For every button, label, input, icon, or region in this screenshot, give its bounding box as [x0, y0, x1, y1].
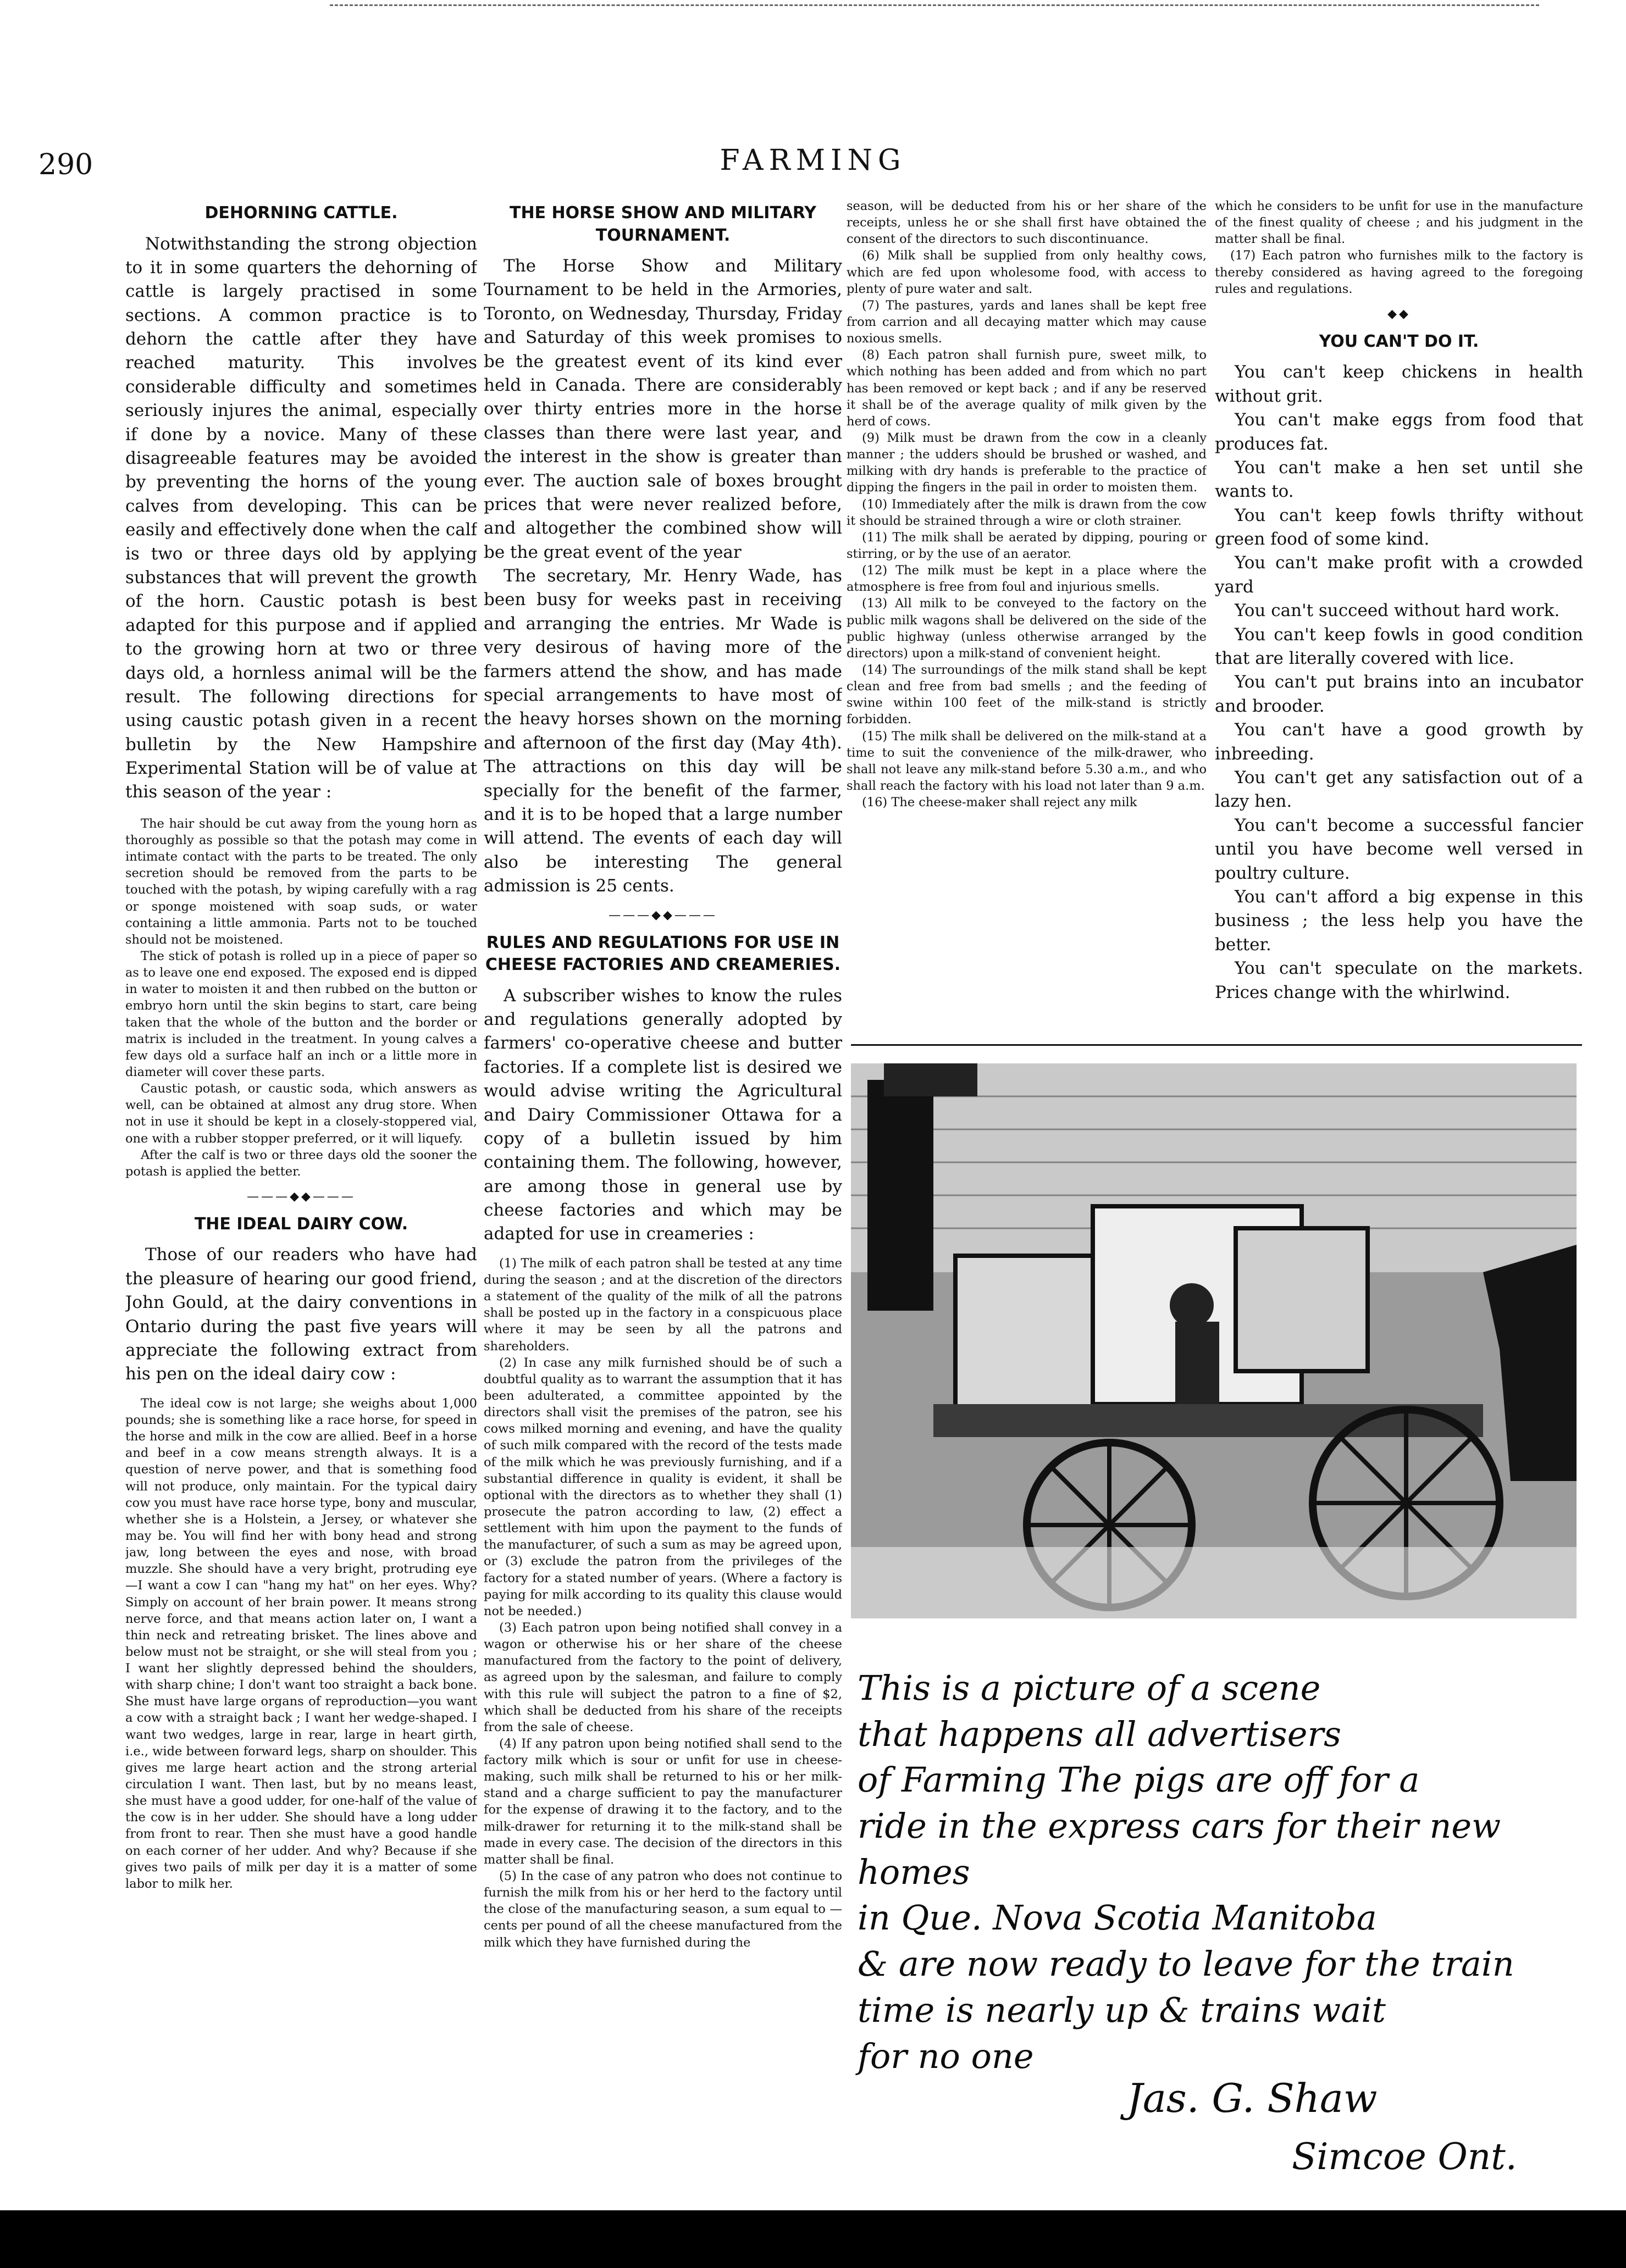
- handwritten-line: for no one: [858, 2036, 1034, 2076]
- handwritten-line: of Farming The pigs are off for a: [858, 1760, 1420, 1800]
- handwritten-line: time is nearly up & trains wait: [858, 1989, 1386, 2030]
- section-divider-3: ◆◆: [1387, 307, 1411, 321]
- rule-13: (13) All milk to be conveyed to the factory on the public milk wagons shall be delivered on the side of the public highway (unless otherwise arranged by the directors) upon a milk-stand of convenient height.: [847, 596, 1207, 661]
- dehorning-intro: Notwithstanding the strong objection to it in some quarters the dehorning of cattle is largely practised in some sections. A common practice is to dehorn the cattle after they have reached maturity. This involves considerable difficulty and sometimes seriously injures the animal, especially if done by a novice. Many of these disagreeable features may be avoided by preventing the horns of the young calves from developing. This can be easily and effectively done when the calf is two or three days old by applying substances that will prevent the growth of the horn. Caustic potash is best adapted for this purpose and if applied to the growing horn at two or three days old, a hornless animal will be the result. The following directions for using caustic potash given in a recent bulletin by the New Hampshire Experimental Station will be of value at this season of the year :: [125, 234, 477, 802]
- rules-continued: season, will be deducted from his or her share of the receipts, unless he or she shall first have obtained the consent of the directors to such discontinuance.: [847, 199, 1207, 247]
- dehorning-para-2: The stick of potash is rolled up in a piece of paper so as to leave one end exposed. The exposed end is dipped in water to moisten it and then rubbed on the button or embryo horn until the skin begins to start, care being taken that the whole of the button and the border or matrix is included in the treatment. In young calves a few days old a surface half an inch or a little more in diameter will cover these parts.: [125, 949, 477, 1079]
- column-3: [847, 198, 1207, 1044]
- dehorning-para-4: After the calf is two or three days old the sooner the potash is applied the better.: [125, 1147, 477, 1179]
- handwritten-lines: [858, 1665, 1611, 2079]
- you-cant-item: You can't make profit with a crowded yard: [1215, 553, 1583, 597]
- rule-10: (10) Immediately after the milk is drawn from the cow it should be strained through a wire or cloth strainer.: [847, 497, 1207, 528]
- article-title-horse-show: THE HORSE SHOW AND MILITARY TOURNAMENT.: [509, 203, 817, 245]
- rule-12: (12) The milk must be kept in a place where the atmosphere is free from foul and injurious smells.: [847, 563, 1207, 595]
- you-cant-item: You can't put brains into an incubator and brooder.: [1215, 672, 1583, 716]
- you-cant-item: You can't keep fowls in good condition that are literally covered with lice.: [1215, 624, 1583, 669]
- rule-3: (3) Each patron upon being notified shall convey in a wagon or otherwise his or her share of the cheese manufactured from the factory to the point of delivery, as agreed upon by the salesman, and failure to comply with this rule will subject the patron to a fine of $2, which shall be deducted from his share of the receipts from the sale of cheese.: [484, 1620, 842, 1734]
- photo-express-wagon: [851, 1063, 1577, 1618]
- rule-11: (11) The milk shall be aerated by dipping, pouring or stirring, or by the use of an aerator.: [847, 530, 1207, 561]
- horse-show-para-2: The secretary, Mr. Henry Wade, has been busy for weeks past in receiving and arranging the entries. Mr Wade is very desirous of having more of the farmers attend the show, and has made special arrangements to have most of the heavy horses shown on the morning and afternoon of the first day (May 4th). The attractions on this day will be specially for the benefit of the farmer, and it is to be hoped that a large number will attend. The events of each day will also be interesting The general admission is 25 cents.: [484, 566, 842, 896]
- rule-15: (15) The milk shall be delivered on the milk-stand at a time to suit the convenience of the milk-drawer, who shall not leave any milk-stand before 5.30 a.m., and who shall reach the factory with his load not later than 9 a.m.: [847, 729, 1207, 793]
- section-divider: ———◆◆———: [247, 1189, 356, 1204]
- article-title-you-cant: YOU CAN'T DO IT.: [1319, 331, 1479, 351]
- rule-7: (7) The pastures, yards and lanes shall be kept free from carrion and all decaying matter which may cause noxious smells.: [847, 298, 1207, 346]
- top-edge-rule: [330, 4, 1539, 6]
- running-head: FARMING: [720, 144, 906, 177]
- section-divider-2: ———◆◆———: [609, 908, 717, 922]
- horse-show-para-1: The Horse Show and Military Tournament to be held in the Armories, Toronto, on Wednesday, Thursday, Friday and Saturday of this week promises to be the greatest event of its kind ever held in Canada. There are considerably over thirty entries more in the horse classes than there were last year, and the interest in the show is greater than ever. The auction sale of boxes brought prices that were never realized before, and altogether the combined show will be the great event of the year: [484, 256, 842, 562]
- dehorning-para-3: Caustic potash, or caustic soda, which answers as well, can be obtained at almost any drug store. When not in use it should be kept in a closely-stoppered vial, one with a rubber stopper preferred, or it will liquefy.: [125, 1082, 477, 1146]
- ideal-cow-intro: Those of our readers who have had the pleasure of hearing our good friend, John Gould, at the dairy conventions in Ontario during the past five years will appreciate the following extract from his pen on the ideal dairy cow :: [125, 1245, 477, 1384]
- rule-17: (17) Each patron who furnishes milk to the factory is thereby considered as having agreed to the foregoing rules and regulations.: [1215, 248, 1583, 296]
- scan-bottom-edge: [0, 2210, 1626, 2268]
- you-cant-item: You can't afford a big expense in this business ; the less help you have the better.: [1215, 886, 1583, 955]
- handwritten-line: that happens all advertisers: [858, 1714, 1341, 1754]
- handwritten-line: ride in the express cars for their new homes: [858, 1806, 1501, 1892]
- you-cant-item: You can't make eggs from food that produces fat.: [1215, 410, 1583, 454]
- column-2: [484, 202, 842, 2203]
- column-1: [125, 202, 477, 2203]
- handwritten-line: in Que. Nova Scotia Manitoba: [858, 1898, 1377, 1938]
- you-cant-item: You can't keep fowls thrifty without green food of some kind.: [1215, 505, 1583, 550]
- rule-16: (16) The cheese-maker shall reject any milk: [862, 795, 1137, 810]
- dehorning-para-1: The hair should be cut away from the young horn as thoroughly as possible so that the potash may come in intimate contact with the parts to be treated. The only secretion should be removed from the parts to be touched with the potash, by wiping carefully with a rag or sponge moistened with soap suds, or water containing a little ammonia. Parts not to be touched should not be moistened.: [125, 816, 477, 947]
- handwritten-line: This is a picture of a scene: [858, 1668, 1321, 1708]
- article-title-dehorning: DEHORNING CATTLE.: [204, 203, 398, 223]
- article-title-ideal-cow: THE IDEAL DAIRY COW.: [194, 1214, 408, 1234]
- rule-1: (1) The milk of each patron shall be tested at any time during the season ; and at the discretion of the directors a statement of the quality of the milk of all the patrons shall be posted up in the factory in a conspicuous place where it may be seen by all the patrons and shareholders.: [484, 1256, 842, 1354]
- rule-14: (14) The surroundings of the milk stand shall be kept clean and free from bad smells ; and the feeding of swine within 100 feet of the milk-stand is strictly forbidden.: [847, 662, 1207, 727]
- you-cant-item: You can't succeed without hard work.: [1235, 601, 1560, 621]
- article-title-rules: RULES AND REGULATIONS FOR USE IN CHEESE FACTORIES AND CREAMERIES.: [485, 933, 841, 975]
- rule-4: (4) If any patron upon being notified shall send to the factory milk which is sour or unfit for use in cheese-making, such milk shall be returned to his or her milk-stand and a charge sufficient to pay the manufacturer for the expense of drawing it to the factory, and to the milk-drawer for returning it to the milk-stand shall be made in every case. The decision of the directors in this matter shall be final.: [484, 1736, 842, 1867]
- you-cant-item: You can't make a hen set until she wants to.: [1215, 457, 1583, 502]
- rule-6: (6) Milk shall be supplied from only healthy cows, which are fed upon wholesome food, with access to plenty of pure water and salt.: [847, 248, 1207, 296]
- rules-continued-2: which he considers to be unfit for use in the manufacture of the finest quality of cheese ; and his judgment in the matter shall be final.: [1215, 199, 1583, 247]
- signature: Jas. G. Shaw: [1127, 2075, 1378, 2121]
- you-cant-item: You can't become a successful fancier until you have become well versed in poultry culture.: [1215, 815, 1583, 883]
- you-cant-item: You can't speculate on the markets. Prices change with the whirlwind.: [1215, 958, 1583, 1002]
- handwritten-line: & are now ready to leave for the train: [858, 1944, 1514, 1984]
- page-number: 290: [38, 148, 93, 181]
- rule-5: (5) In the case of any patron who does not continue to furnish the milk from his or her herd to the factory until the close of the manufacturing season, a sum equal to — cents per pound of all the cheese manufactured from the milk which they have furnished during the: [484, 1869, 842, 1950]
- column-rule: [851, 1044, 1582, 1046]
- rules-intro: A subscriber wishes to know the rules and regulations generally adopted by farmers' co-operative cheese and butter factories. If a complete list is desired we would advise writing the Agricultural and Dairy Commissioner Ottawa for a copy of a bulletin issued by him containing them. The following, however, are among those in general use by cheese factories and which may be adapted for use in creameries :: [484, 985, 842, 1244]
- rule-9: (9) Milk must be drawn from the cow in a cleanly manner ; the udders should be brushed or washed, and milking with dry hands is preferable to the practice of dipping the fingers in the pail in order to moisten them.: [847, 430, 1207, 495]
- signature-place: Simcoe Ont.: [1292, 2136, 1517, 2178]
- rule-8: (8) Each patron shall furnish pure, sweet milk, to which nothing has been added and from which no part has been removed or kept back ; and if any be reserved it shall be of the average quality of milk given by the herd of cows.: [847, 348, 1207, 429]
- handwritten-note: [858, 1665, 1611, 2079]
- you-cant-item: You can't have a good growth by inbreeding.: [1215, 720, 1583, 764]
- rule-2: (2) In case any milk furnished should be of such a doubtful quality as to warrant the assumption that it has been adulterated, a committee appointed by the directors shall visit the premises of the patron, see his cows milked morning and evening, and have the quality of such milk compared with the record of the tests made of the milk which he was previously furnishing, and if a substantial difference in quality is evident, it shall be optional with the directors as to whether they shall (1) prosecute the patron according to law, (2) effect a settlement with him upon the payment to the funds of the manufacturer, of such a sum as may be agreed upon, or (3) exclude the patron from the privileges of the factory for a stated number of years. (Where a factory is paying for milk according to its quality this clause would not be needed.): [484, 1355, 842, 1618]
- wagon-photo-drawing: [851, 1063, 1577, 1618]
- column-4: [1215, 198, 1583, 1044]
- ideal-cow-body: The ideal cow is not large; she weighs about 1,000 pounds; she is something like a race horse, for speed in the horse and milk in the cow are allied. Beef in a horse and beef in a cow means strength always. It is a question of nerve power, and that is something food will not produce, only maintain. For the typical dairy cow you must have race horse type, bony and muscular, whether she is a Holstein, a Jersey, or whatever she may be. You will find her with bony head and strong jaw, long between the eyes and nose, with broad muzzle. She should have a very bright, protruding eye—I want a cow I can "hang my hat" on her eyes. Why? Simply on account of her brain power. It means strong nerve force, and that means action later on, I want a thin neck and retreating brisket. The lines above and below must not be straight, or she will steal from you ; I want her slightly depressed behind the shoulders, with sharp chine; I don't want too straight a back bone. She must have large organs of reproduction—you want a cow with a straight back ; I want her wedge-shaped. I want two wedges, large in rear, large in heart girth, i.e., wide between forward legs, sharp on shoulder. This gives me large heart action and the strong arterial circulation I want. Then last, but by no means least, she must have a good udder, for one-half of the value of the cow is in her udder. She should have a long udder from front to rear. Then she must have a good handle on each corner of her udder. And why? Because if she gives two pails of milk per day it is a matter of some labor to milk her.: [125, 1396, 477, 1891]
- you-cant-item: You can't get any satisfaction out of a lazy hen.: [1215, 767, 1583, 812]
- you-cant-list: [1215, 361, 1583, 1005]
- you-cant-item: You can't keep chickens in health without grit.: [1215, 362, 1583, 406]
